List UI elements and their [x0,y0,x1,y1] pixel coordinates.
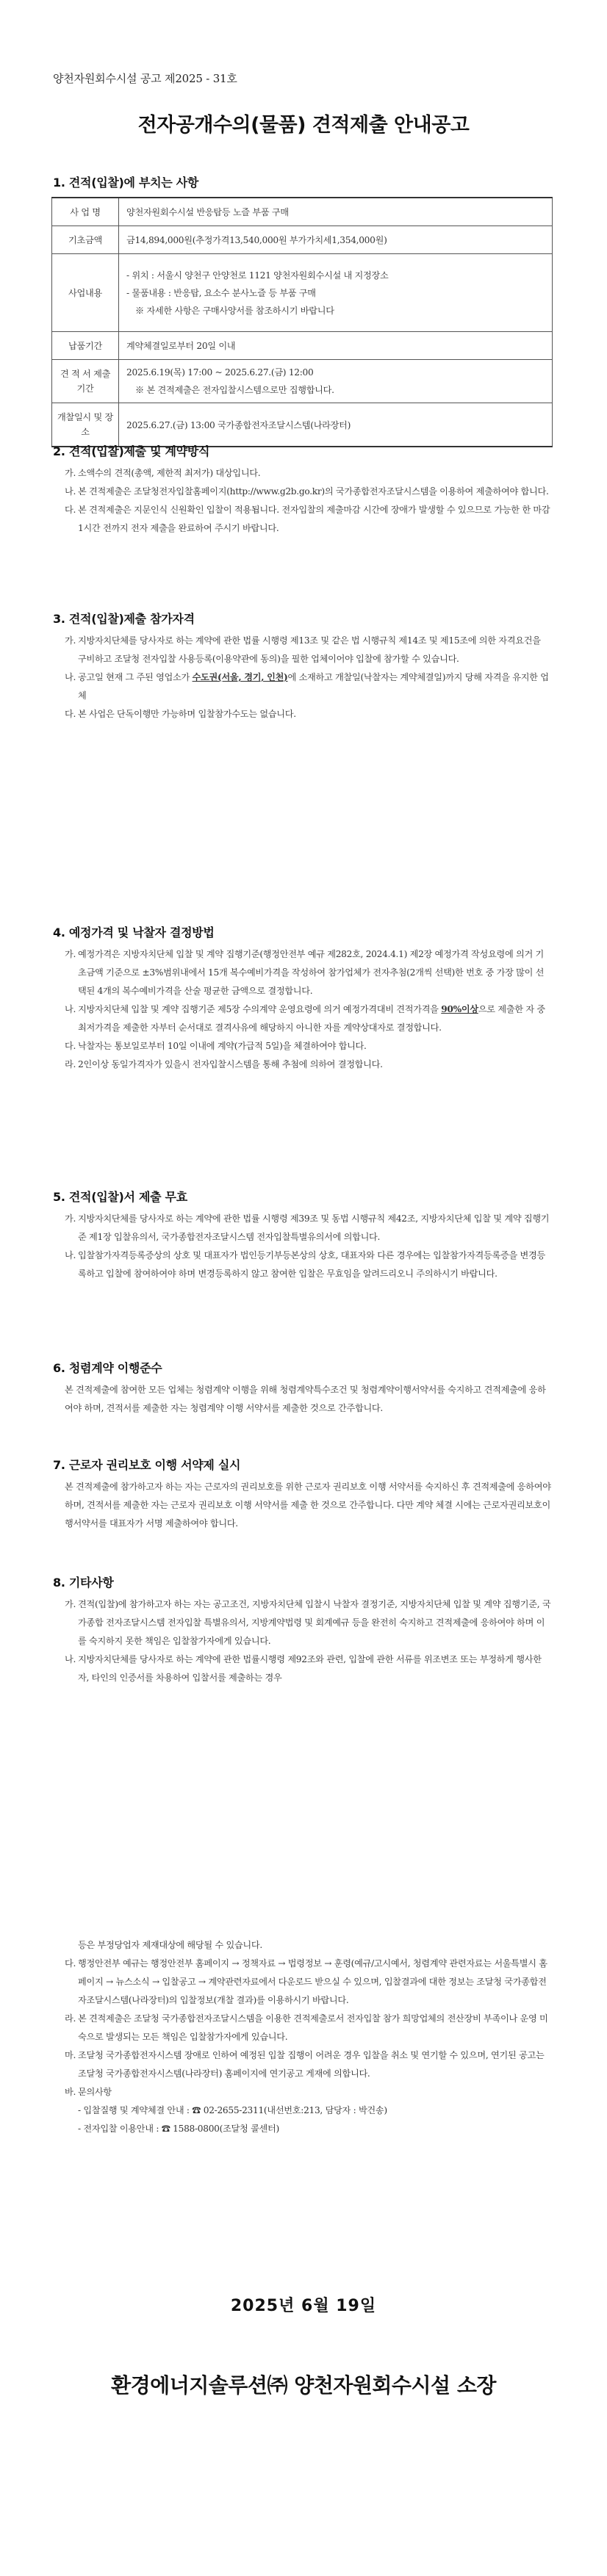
list-item-continuation: 등은 부정당업자 제재대상에 해당될 수 있습니다. [78,1940,262,1950]
row-value: 2025.6.19(목) 17:00 ~ 2025.6.27.(금) 12:00 ※ 본 견적제출은 전자입찰시스템으로만 집행합니다. [119,360,553,403]
contact-line: - 전자입찰 이용안내 : ☎ 1588-0800(조달청 콜센터) [78,2124,279,2134]
list-item: 다. 낙찰자는 통보일로부터 10일 이내에 계약(가급적 5일)을 체결하여야 합니다. [65,1041,367,1051]
section-heading-8: 8. 기타사항 [53,1576,114,1590]
section-heading-2: 2. 견적(입찰)제출 및 계약방식 [53,444,210,458]
list-item: 나. 입찰참가자격등록증상의 상호 및 대표자가 법인등기부등본상의 상호, 대표자와 다른 경우에는 입찰참가자격등록증을 변경등록하고 입찰에 참여하여야 하며 변경등록하지 않고 참여한 입찰은 무효임을 알려드리오니 주의하시기 바랍니다. [65,1250,545,1279]
row-value: 2025.6.27.(금) 13:00 국가종합전자조달시스템(나라장터) [119,403,553,447]
table-row [52,198,553,226]
row-value: 금14,894,000원(추정가격13,540,000원 부가가치세1,354,000원) [119,226,553,254]
section-body-5 [65,1210,551,1283]
section-body-3 [65,632,551,724]
row-label: 기초금액 [52,226,119,254]
row-value: 계약체결일로부터 20일 이내 [119,332,553,360]
list-item: 가. 지방자치단체를 당사자로 하는 계약에 관한 법률 시행령 제13조 및 같은 법 시행규칙 제14조 및 제15조에 의한 자격요건을 구비하고 조달청 전자입찰 사용등록(이용약관에 동의)을 필한 업체이어야 입찰에 참가할 수 있습니다. [65,635,541,664]
row-label: 견 적 서 제출기간 [52,360,119,403]
list-item: 가. 지방자치단체를 당사자로 하는 계약에 관한 법률 시행령 제39조 및 동법 시행규칙 제42조, 지방자치단체 입찰 및 계약 집행기준 제1장 입찰유의서, 국가종합전자조달시스템 전자입찰특별유의서에 의합니다. [65,1213,550,1242]
row-value: 양천자원회수시설 반응탑등 노즐 부품 구매 [119,198,553,226]
row-label: 사 업 명 [52,198,119,226]
list-item: 다. 본 견적제출은 지문인식 신원확인 입찰이 적용됩니다. 전자입찰의 제출마감 시간에 장애가 발생할 수 있으므로 가능한 한 마감 1시간 전까지 전자 제출을 완료하여 주시기 바랍니다. [65,505,550,533]
list-item: 마. 조달청 국가종합전자시스템 장애로 인하여 예정된 입찰 집행이 어려운 경우 입찰을 취소 및 연기할 수 있으며, 연기된 공고는 조달청 국가종합전자시스템(나라장터) 홈페이지에 연기공고 게재에 의합니다. [65,2050,545,2079]
list-item: 라. 2인이상 동일가격자가 있을시 전자입찰시스템을 통해 추첨에 의하여 결정합니다. [65,1059,383,1069]
table-row [52,332,553,360]
list-item: 바. 문의사항 [65,2087,112,2097]
list-item: 가. 견적(입찰)에 참가하고자 하는 자는 공고조건, 지방자치단체 입찰시 낙찰자 결정기준, 지방자치단체 입찰 및 계약 집행기준, 국가종합 전자조달시스템 전자입찰 특별유의서, 지방계약법령 및 회계예규 등을 완전히 숙지하고 견적제출에 응하여야 하며 이를 숙지하지 못한 책임은 입찰참가자에게 있습니다. [65,1599,551,1646]
row-label: 납품기간 [52,332,119,360]
list-item: 다. 본 사업은 단독이행만 가능하며 입찰참가수도는 없습니다. [65,709,296,719]
section-body-8 [65,1595,551,1687]
table-row [52,360,553,403]
table-row [52,226,553,254]
row-value: - 위치 : 서울시 양천구 안양천로 1121 양천자원회수시설 내 지정장소 - 물품내용 : 반응탑, 요소수 분사노즐 등 부품 구매 ※ 자세한 사항은 구매사양서를 참조하시기 바랍니다 [119,254,553,332]
bid-info-table [51,197,553,447]
row-label: 개찰일시 및 장소 [52,403,119,447]
notice-signer: 환경에너지솔루션㈜ 양천자원회수시설 소장 [111,2373,496,2398]
table-row [52,254,553,332]
list-item: 라. 본 견적제출은 조달청 국가종합전자조달시스템을 이용한 견적제출로서 전자입찰 참가 희망업체의 전산장비 부족이나 운영 미숙으로 발생되는 모든 책임은 입찰참가자에게 있습니다. [65,2013,548,2042]
section-heading-6: 6. 청렴계약 이행준수 [53,1361,162,1375]
notice-reference-number: 양천자원회수시설 공고 제2025 - 31호 [53,72,237,85]
notice-date: 2025년 6월 19일 [230,2297,377,2315]
list-item: 가. 소액수의 견적(총액, 제한적 최저가) 대상입니다. [65,468,261,478]
section-body-8-continued [65,1936,551,2138]
section-body-2 [65,464,551,538]
section-heading-4: 4. 예정가격 및 낙찰자 결정방법 [53,926,215,939]
list-item: 나. 지방자치단체를 당사자로 하는 계약에 관한 법률시행령 제92조와 관련, 입찰에 관한 서류를 위조변조 또는 부정하게 행사한 자, 타인의 인증서를 차용하여 입찰서를 제출하는 경우 [65,1654,542,1683]
section-heading-1: 1. 견적(입찰)에 부치는 사항 [53,176,199,190]
section-body-6: 본 견적제출에 참여한 모든 업체는 청렴계약 이행을 위해 청렴계약특수조건 및 청렴계약이행서약서를 숙지하고 견적제출에 응하여야 하며, 견적서를 제출한 자는 청렴계약 이행 서약서를 제출한 것으로 간주합니다. [65,1385,546,1413]
table-row [52,403,553,447]
section-heading-7: 7. 근로자 권리보호 이행 서약제 실시 [53,1458,241,1472]
list-item: 가. 예정가격은 지방자치단체 입찰 및 계약 집행기준(행정안전부 예규 제282호, 2024.4.1) 제2장 예정가격 작성요령에 의거 기초금액 기준으로 ±3%범위내에서 15개 복수예비가격을 작성하여 참가업체가 전자추첨(2개씩 선택)한 번호 중 가장 많이 선택된 4개의 복수예비가격을 산술 평균한 금액으로 결정합니다. [65,949,545,996]
list-item: 나. 지방자치단체 입찰 및 계약 집행기준 제5장 수의계약 운영요령에 의거 예정가격대비 견적가격을 90%이상으로 제출한 자 중 최저가격을 제출한 자부터 순서대로 결격사유에 해당하지 아니한 자를 계약상대자로 결정합니다. [65,1004,545,1033]
list-item: 다. 행정안전부 예규는 행정안전부 홈페이지 → 정책자료 → 법령정보 → 훈령(예규/고시예서, 청렴계약 관련자료는 서울특별시 홈페이지 → 뉴스소식 → 입찰공고 → 계약관련자료에서 다운로드 받으실 수 있으며, 입찰결과에 대한 정보는 조달청 국가종합전자조달시스템(나라장터)의 입찰정보(개찰 결과)를 이용하시기 바랍니다. [65,1958,547,2005]
section-heading-3: 3. 견적(입찰)제출 참가자격 [53,612,195,626]
section-body-4 [65,945,551,1074]
list-item: 나. 본 견적제출은 조달청전자입찰홈페이지(http://www.g2b.go.kr)의 국가종합전자조달시스템을 이용하여 제출하여야 합니다. [65,486,549,497]
section-body-7: 본 견적제출에 참가하고자 하는 자는 근로자의 권리보호를 위한 근로자 권리보호 이행 서약서를 숙지하신 후 견적제출에 응하여야 하며, 견적서를 제출한 자는 근로자 권리보호 이행 서약서를 제출 한 것으로 간주합니다. 다만 계약 체결 시에는 근로자권리보호이행서약서를 대표자가 서명 제출하여야 합니다. [65,1482,551,1529]
page-title: 전자공개수의(물품) 견적제출 안내공고 [137,114,470,137]
section-heading-5: 5. 견적(입찰)서 제출 무효 [53,1190,187,1204]
contact-line: - 입찰질행 및 계약체결 안내 : ☎ 02-2655-2311(내선번호:213, 담당자 : 박건송) [78,2105,387,2115]
list-item: 나. 공고일 현재 그 주된 영업소가 수도권(서울, 경기, 인천)에 소재하고 개찰일(낙찰자는 계약체결일)까지 당해 자격을 유지한 업체 [65,672,549,701]
row-label: 사업내용 [52,254,119,332]
